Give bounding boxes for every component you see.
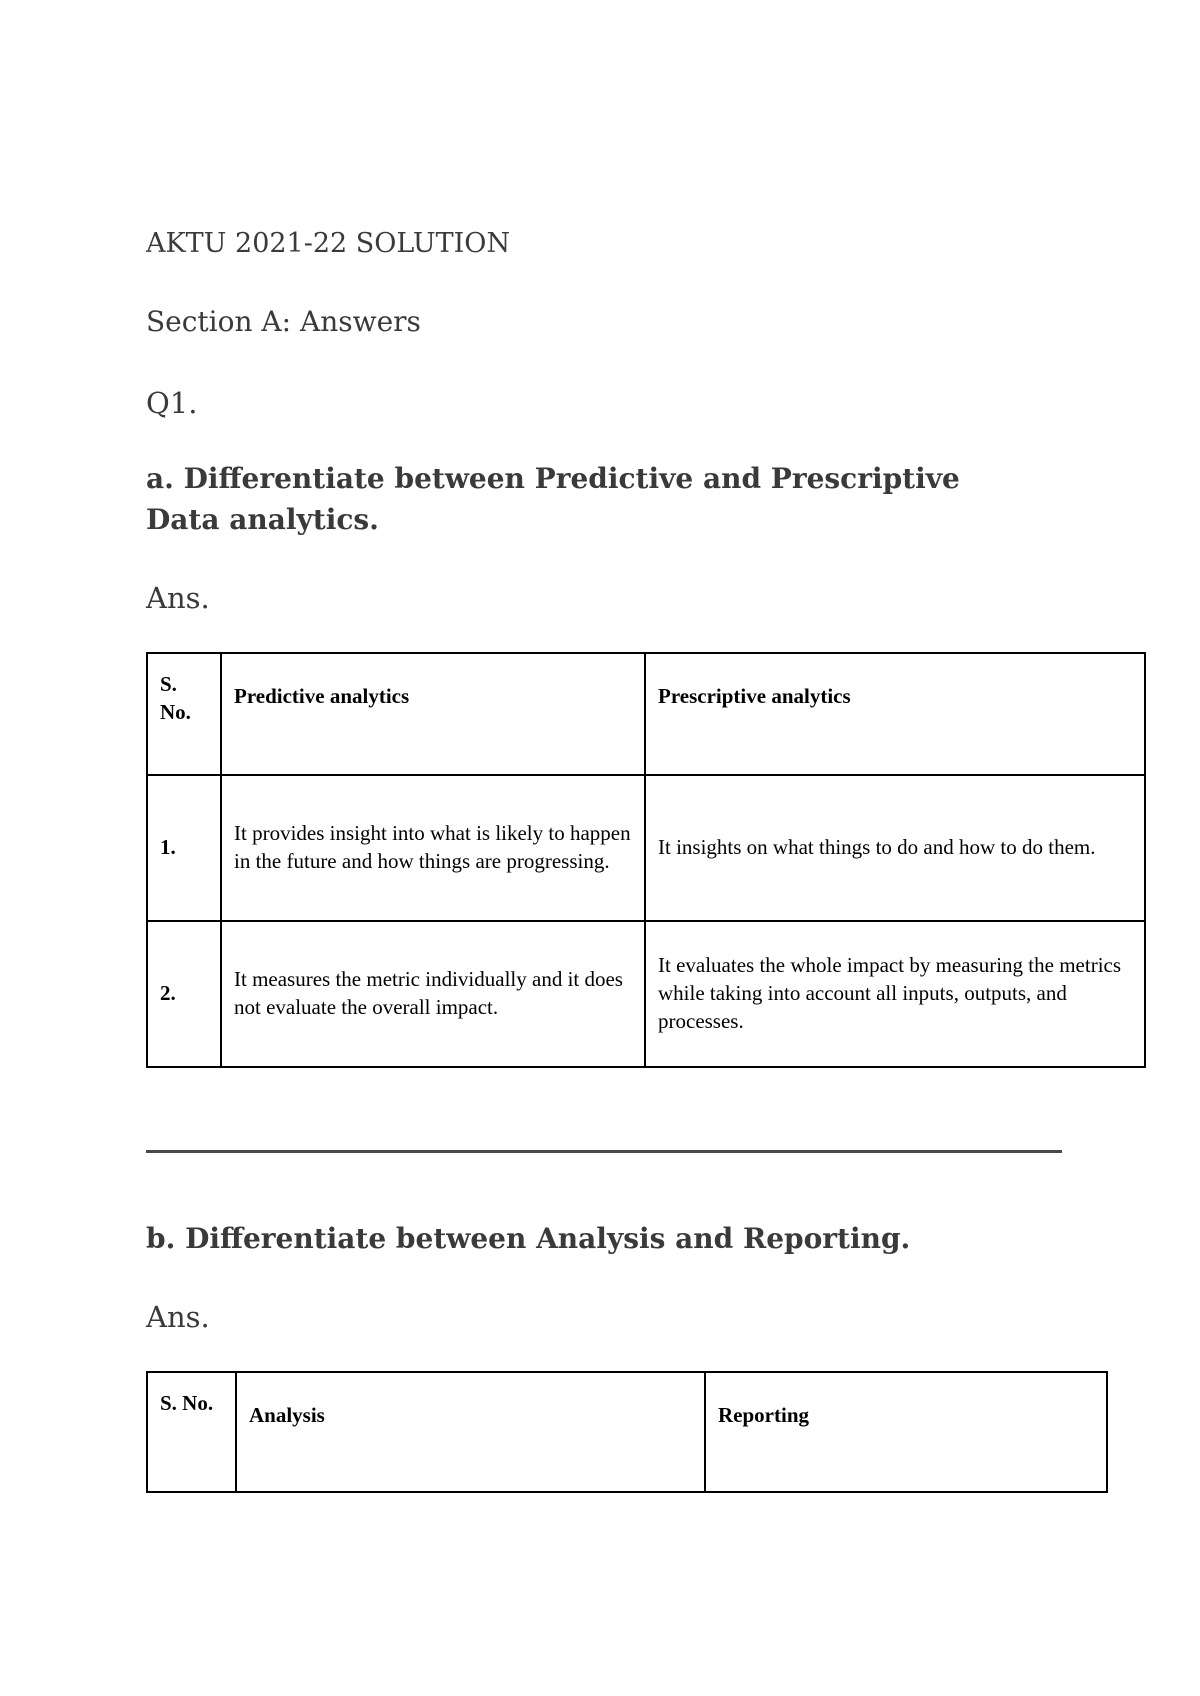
table-header-row	[147, 1372, 1107, 1492]
table-header-row	[147, 653, 1145, 775]
header-cell-analysis: Analysis	[236, 1372, 705, 1492]
table-row	[147, 921, 1145, 1067]
predictive-vs-prescriptive-table	[146, 652, 1146, 1068]
header-cell-sno: S. No.	[147, 653, 221, 775]
prescriptive-cell: It insights on what things to do and how to do them.	[645, 775, 1145, 921]
row-number-cell: 2.	[147, 921, 221, 1067]
prescriptive-cell: It evaluates the whole impact by measuring the metrics while taking into account all inputs, outputs, and processes.	[645, 921, 1145, 1067]
header-cell-sno: S. No.	[147, 1372, 236, 1492]
analysis-vs-reporting-table	[146, 1371, 1108, 1493]
part-a-heading: a. Differentiate between Predictive and Prescriptive Data analytics.	[146, 462, 960, 536]
part-a-answer-label: Ans.	[146, 581, 210, 615]
header-cell-reporting: Reporting	[705, 1372, 1107, 1492]
row-number-cell: 1.	[147, 775, 221, 921]
part-b-answer-label: Ans.	[146, 1300, 210, 1334]
header-cell-prescriptive: Prescriptive analytics	[645, 653, 1145, 775]
question-number: Q1.	[146, 386, 198, 420]
table-row	[147, 775, 1145, 921]
horizontal-divider	[146, 1150, 1062, 1153]
document-title: AKTU 2021-22 SOLUTION	[146, 228, 511, 259]
predictive-cell: It provides insight into what is likely to happen in the future and how things are progressing.	[221, 775, 645, 921]
predictive-cell: It measures the metric individually and it does not evaluate the overall impact.	[221, 921, 645, 1067]
section-heading: Section A: Answers	[146, 305, 421, 338]
part-b-heading: b. Differentiate between Analysis and Reporting.	[146, 1222, 911, 1255]
header-cell-predictive: Predictive analytics	[221, 653, 645, 775]
